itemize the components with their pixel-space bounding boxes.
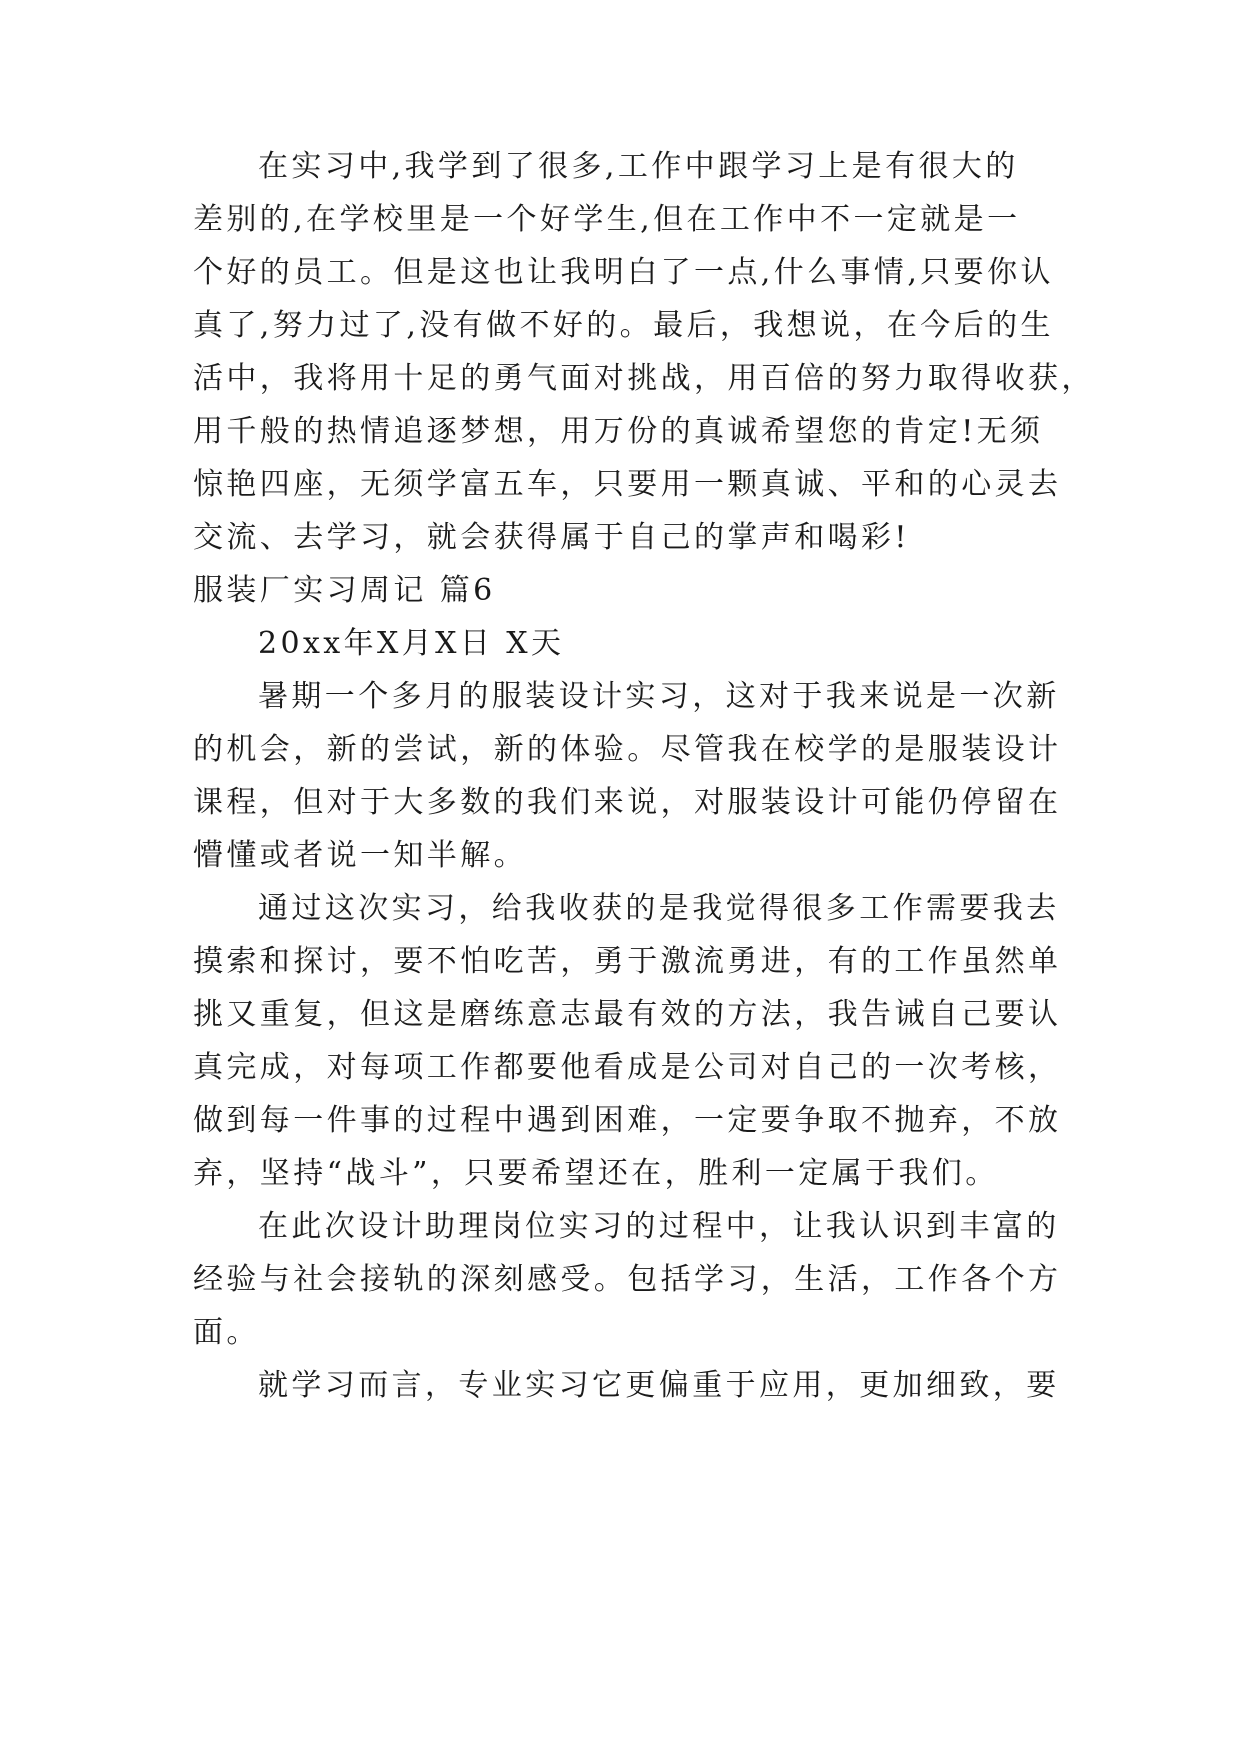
paragraph-line: 的机会，新的尝试，新的体验。尽管我在校学的是服装设计 — [193, 732, 1062, 767]
paragraph-line: 就学习而言，专业实习它更偏重于应用，更加细致，要 — [258, 1368, 1060, 1403]
paragraph-line: 真完成，对每项工作都要他看成是公司对自己的一次考核， — [193, 1050, 1062, 1085]
paragraph-line: 交流、去学习，就会获得属于自己的掌声和喝彩! — [193, 520, 910, 555]
paragraph-line: 用千般的热情追逐梦想，用万份的真诚希望您的肯定!无须 — [193, 414, 1044, 449]
paragraph-line: 通过这次实习，给我收获的是我觉得很多工作需要我去 — [258, 891, 1060, 926]
paragraph-line: 真了,努力过了,没有做不好的。最后，我想说，在今后的生 — [193, 308, 1054, 343]
paragraph-line: 弃，坚持“战斗”，只要希望还在，胜利一定属于我们。 — [193, 1156, 999, 1191]
paragraph-line: 课程，但对于大多数的我们来说，对服装设计可能仍停留在 — [193, 785, 1062, 820]
paragraph-line: 暑期一个多月的服装设计实习，这对于我来说是一次新 — [258, 679, 1060, 714]
paragraph-line: 摸索和探讨，要不怕吃苦，勇于激流勇进，有的工作虽然单 — [193, 944, 1062, 979]
paragraph-line: 挑又重复，但这是磨练意志最有效的方法，我告诫自己要认 — [193, 997, 1062, 1032]
paragraph-line: 活中，我将用十足的勇气面对挑战，用百倍的努力取得收获， — [193, 361, 1095, 396]
paragraph-line: 在此次设计助理岗位实习的过程中，让我认识到丰富的 — [258, 1209, 1060, 1244]
paragraph-line: 经验与社会接轨的深刻感受。包括学习，生活，工作各个方 — [193, 1262, 1062, 1297]
date-line: 20xx年X月X日 X天 — [258, 626, 565, 661]
paragraph-line: 懵懂或者说一知半解。 — [193, 838, 527, 873]
section-heading: 服装厂实习周记 篇6 — [193, 573, 496, 608]
paragraph-line: 在实习中,我学到了很多,工作中跟学习上是有很大的 — [258, 149, 1019, 184]
paragraph-line: 面。 — [193, 1315, 260, 1350]
paragraph-line: 个好的员工。但是这也让我明白了一点,什么事情,只要你认 — [193, 255, 1054, 290]
paragraph-line: 惊艳四座，无须学富五车，只要用一颗真诚、平和的心灵去 — [193, 467, 1062, 502]
paragraph-line: 做到每一件事的过程中遇到困难，一定要争取不抛弃，不放 — [193, 1103, 1062, 1138]
paragraph-line: 差别的,在学校里是一个好学生,但在工作中不一定就是一 — [193, 202, 1021, 237]
